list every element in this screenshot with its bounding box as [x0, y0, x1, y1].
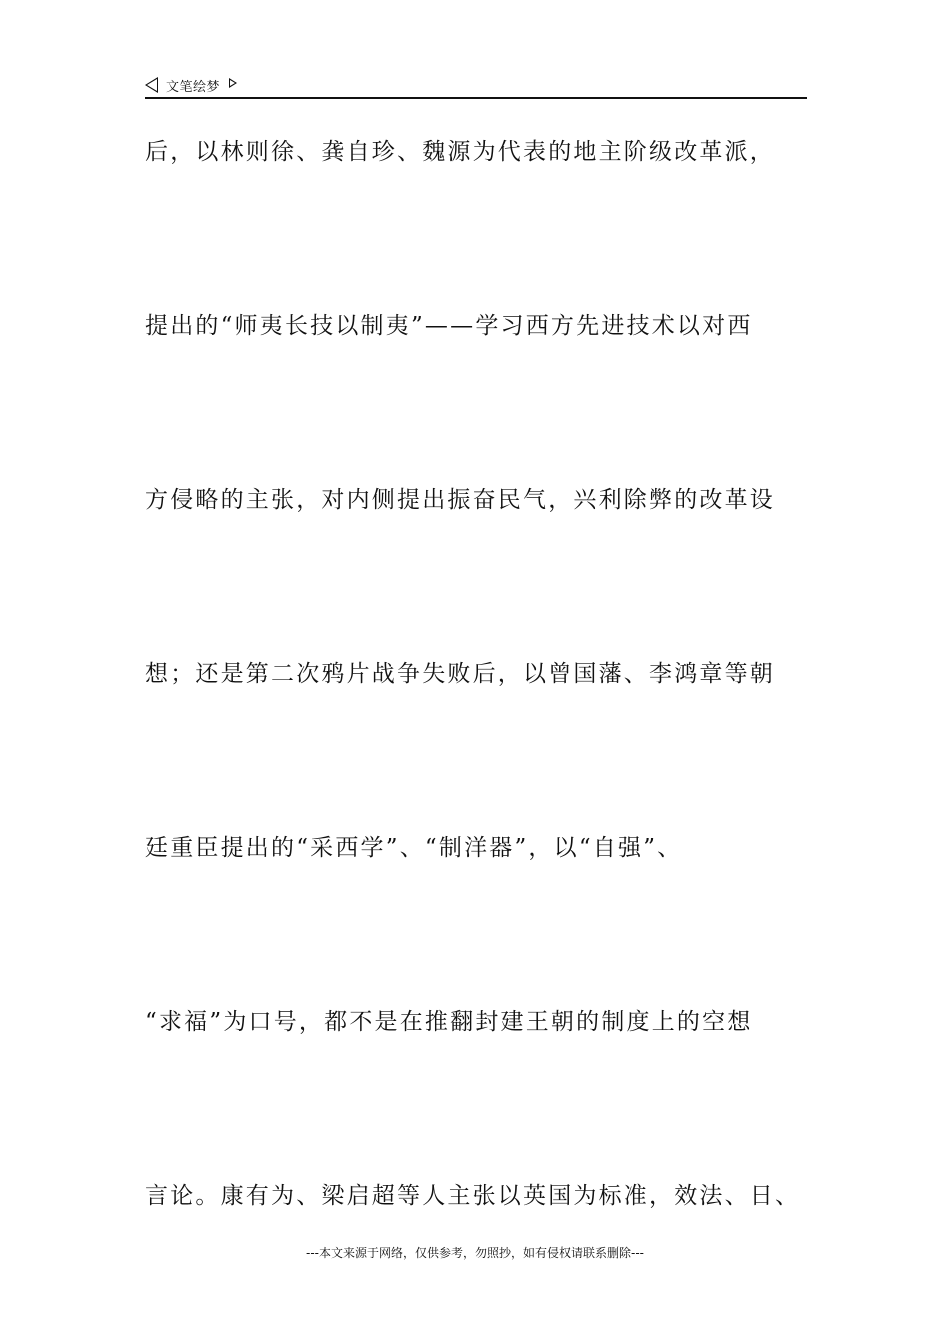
- brand-title: 文笔绘梦: [166, 79, 221, 95]
- text-line-4: 想；还是第二次鸦片战争失败后，以曾国藩、李鸿章等朝: [145, 661, 775, 687]
- triangle-right-icon: [229, 78, 237, 88]
- text-line-2: 提出的“师夷长技以制夷”——学习西方先进技术以对西: [145, 313, 753, 339]
- text-line-6: “求福”为口号，都不是在推翻封建王朝的制度上的空想: [145, 1009, 753, 1035]
- text-line-7: 言论。康有为、梁启超等人主张以英国为标准，效法、日、: [145, 1183, 801, 1209]
- page-header: [145, 74, 807, 98]
- triangle-left-icon: [145, 77, 158, 93]
- text-line-1: 后，以林则徐、龚自珍、魏源为代表的地主阶级改革派，: [145, 139, 775, 165]
- text-line-3: 方侵略的主张，对内侧提出振奋民气，兴利除弊的改革设: [145, 487, 775, 513]
- text-line-5: 廷重臣提出的“采西学”、“制洋器”，以“自强”、: [145, 835, 683, 861]
- footer-disclaimer: ---本文来源于网络，仅供参考，勿照抄，如有侵权请联系删除---: [306, 1246, 644, 1260]
- header-row: [145, 74, 807, 96]
- header-divider: [145, 97, 807, 99]
